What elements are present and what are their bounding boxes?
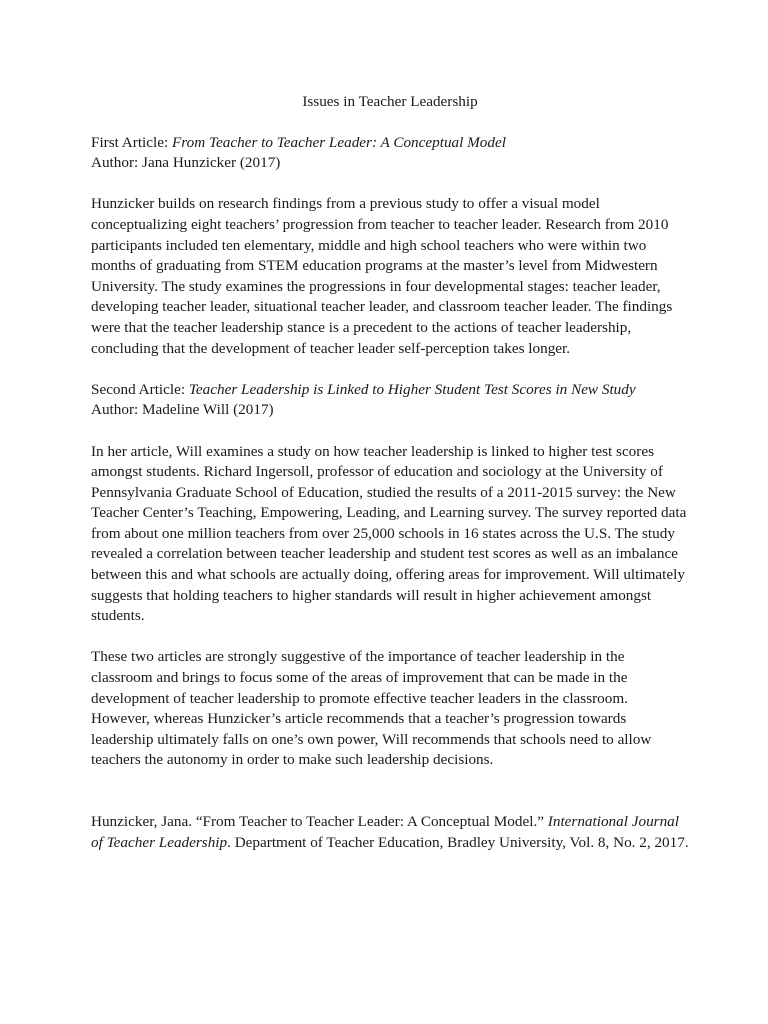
conclusion-paragraph: These two articles are strongly suggestive of the importance of teacher leadership in the classroom and brings to focus some of the areas of improvement that can be made in the development of teacher leadership to promote effective teacher leaders in the classroom. However, whereas Hunzicker’s article recommends that a teacher’s progression towards leadership ultimately falls on one’s own power, Will recommends that schools need to allow teachers the autonomy in order to make such leadership decisions. <box>91 648 652 769</box>
document-body <box>91 92 689 853</box>
citation-tail: . Department of Teacher Education, Bradley University, Vol. 8, No. 2, 2017. <box>227 833 689 851</box>
first-article-label: First Article: <box>91 133 172 151</box>
first-article-header <box>91 133 689 174</box>
first-article-summary: Hunzicker builds on research findings from a previous study to offer a visual model conceptualizing eight teachers’ progression from teacher to teacher leader. Research from 2010 participants included ten elementary, middle and high school teachers who were within two months of graduating from STEM education programs at the master’s level from Midwestern University. The study examines the progressions in four developmental stages: teacher leader, developing teacher leader, situational teacher leader, and classroom teacher leader. The findings were that the teacher leadership stance is a precedent to the actions of teacher leadership, concluding that the development of teacher leader self-perception takes longer. <box>91 195 673 357</box>
second-article-title: Teacher Leadership is Linked to Higher Student Test Scores in New Study <box>188 380 636 398</box>
first-article-title-line <box>91 133 689 154</box>
citation-entry <box>91 812 689 853</box>
second-article-label: Second Article: <box>91 380 189 398</box>
citation-lead: Hunzicker, Jana. “From Teacher to Teacher Leader: A Conceptual Model.” <box>91 813 548 830</box>
document-title: Issues in Teacher Leadership <box>302 93 478 110</box>
citation-journal: International Journal of Teacher Leadership <box>91 813 679 851</box>
second-article-summary: In her article, Will examines a study on how teacher leadership is linked to higher test scores amongst students. Richard Ingersoll, professor of education and sociology at the University of Pennsylvania Graduate School of Education, studied the results of a 2011-2015 survey: the New Teacher Center’s Teaching, Empowering, Leading, and Learning survey. The survey reported data from about one million teachers from over 25,000 schools in 16 states across the U.S. The study revealed a correlation between teacher leadership and student test scores as well as an imbalance between this and what schools are actually doing, offering areas for improvement. Will ultimately suggests that holding teachers to higher standards will result in higher achievement amongst students. <box>91 442 687 625</box>
first-article-title: From Teacher to Teacher Leader: A Conceptual Model <box>172 133 506 151</box>
second-article-header <box>91 380 689 421</box>
first-article-author: Author: Jana Hunzicker (2017) <box>91 154 281 172</box>
second-article-author: Author: Madeline Will (2017) <box>91 401 274 419</box>
second-article-title-line <box>91 380 689 401</box>
